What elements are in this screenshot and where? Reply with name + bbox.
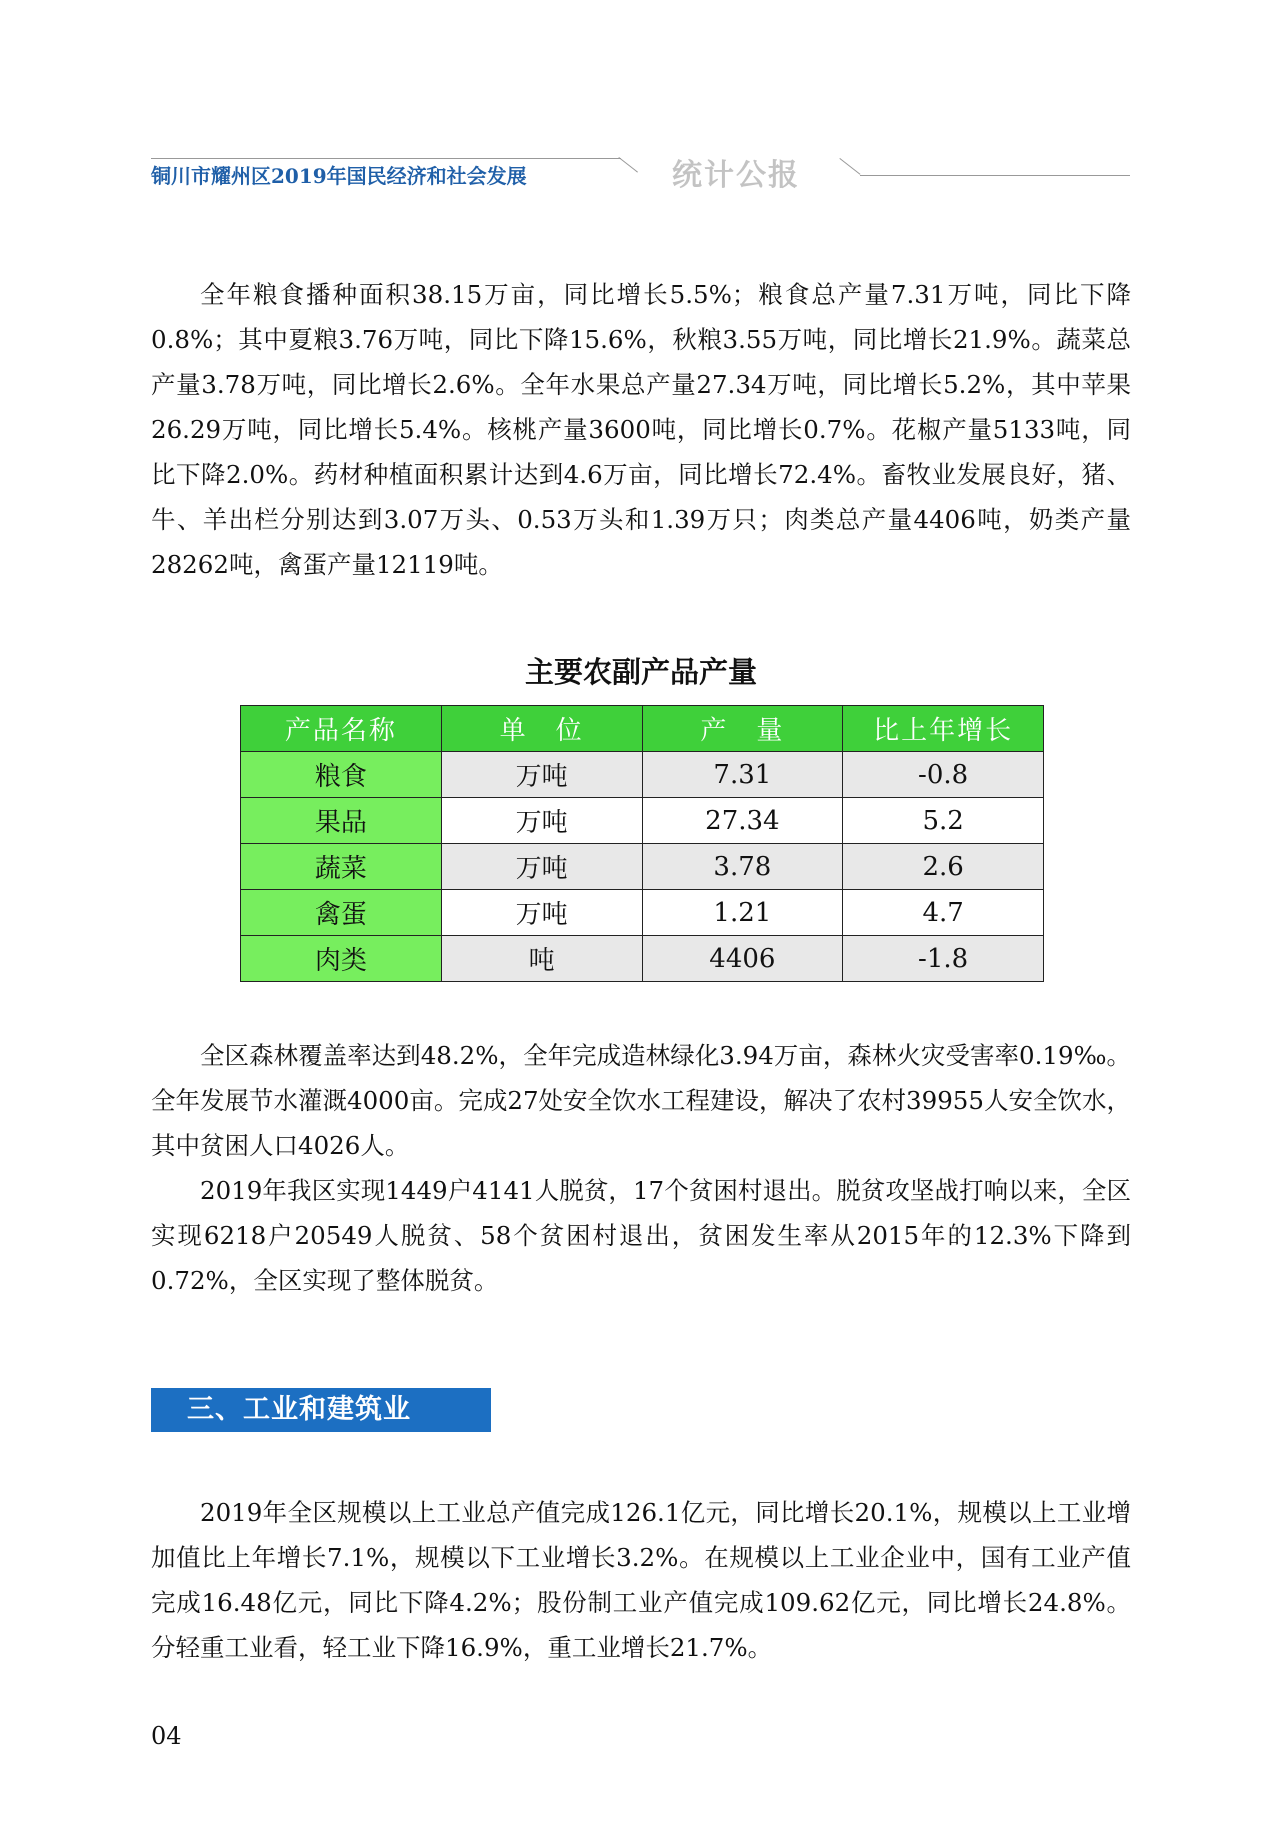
table-header-row bbox=[241, 706, 1044, 752]
section-heading-industry: 三、工业和建筑业 bbox=[151, 1388, 491, 1432]
column-header: 比上年增长 bbox=[843, 706, 1044, 752]
output-cell: 4406 bbox=[642, 936, 843, 982]
table-row bbox=[241, 844, 1044, 890]
paragraph-forestry: 全区森林覆盖率达到48.2%，全年完成造林绿化3.94万亩，森林火灾受害率0.19‰。全年发展节水灌溉4000亩。完成27处安全饮水工程建设，解决了农村39955人安全饮水，其中贫困人口4026人。 bbox=[151, 1041, 1131, 1160]
growth-cell: -1.8 bbox=[843, 936, 1044, 982]
unit-cell: 万吨 bbox=[441, 844, 642, 890]
product-name: 禽蛋 bbox=[241, 890, 442, 936]
growth-cell: -0.8 bbox=[843, 752, 1044, 798]
output-cell: 7.31 bbox=[642, 752, 843, 798]
column-header: 产 量 bbox=[642, 706, 843, 752]
column-header: 单 位 bbox=[441, 706, 642, 752]
column-header: 产品名称 bbox=[241, 706, 442, 752]
growth-cell: 5.2 bbox=[843, 798, 1044, 844]
unit-cell: 万吨 bbox=[441, 798, 642, 844]
unit-cell: 万吨 bbox=[441, 890, 642, 936]
page-number: 04 bbox=[151, 1722, 182, 1750]
header-rule-left bbox=[151, 158, 621, 159]
header-report-title: 铜川市耀州区2019年国民经济和社会发展 bbox=[151, 164, 527, 188]
header-rule-right bbox=[860, 175, 1130, 176]
output-cell: 3.78 bbox=[642, 844, 843, 890]
table-row bbox=[241, 798, 1044, 844]
paragraph-industry: 2019年全区规模以上工业总产值完成126.1亿元，同比增长20.1%，规模以上工业增加值比上年增长7.1%，规模以下工业增长3.2%。在规模以上工业企业中，国有工业产值完成16.48亿元，同比下降4.2%；股份制工业产值完成109.62亿元，同比增长24.8%。分轻重工业看，轻工业下降16.9%，重工业增长21.7%。 bbox=[151, 1498, 1131, 1662]
product-name: 果品 bbox=[241, 798, 442, 844]
unit-cell: 吨 bbox=[441, 936, 642, 982]
paragraph-poverty: 2019年我区实现1449户4141人脱贫，17个贫困村退出。脱贫攻坚战打响以来，全区实现6218户20549人脱贫、58个贫困村退出，贫困发生率从2015年的12.3%下降到0.72%，全区实现了整体脱贫。 bbox=[151, 1176, 1131, 1295]
product-name: 肉类 bbox=[241, 936, 442, 982]
table-row bbox=[241, 752, 1044, 798]
unit-cell: 万吨 bbox=[441, 752, 642, 798]
product-name: 蔬菜 bbox=[241, 844, 442, 890]
table-row bbox=[241, 890, 1044, 936]
table-title: 主要农副产品产量 bbox=[524, 655, 757, 689]
header-rule-slant-right bbox=[839, 158, 860, 175]
product-name: 粮食 bbox=[241, 752, 442, 798]
paragraph-agriculture: 全年粮食播种面积38.15万亩，同比增长5.5%；粮食总产量7.31万吨，同比下降0.8%；其中夏粮3.76万吨，同比下降15.6%，秋粮3.55万吨，同比增长21.9%。蔬菜总产量3.78万吨，同比增长2.6%。全年水果总产量27.34万吨，同比增长5.2%，其中苹果26.29万吨，同比增长5.4%。核桃产量3600吨，同比增长0.7%。花椒产量5133吨，同比下降2.0%。药材种植面积累计达到4.6万亩，同比增长72.4%。畜牧业发展良好，猪、牛、羊出栏分别达到3.07万头、0.53万头和1.39万只；肉类总产量4406吨，奶类产量28262吨，禽蛋产量12119吨。 bbox=[151, 280, 1131, 579]
table-row bbox=[241, 936, 1044, 982]
header-rule-slant-left bbox=[618, 157, 638, 173]
output-cell: 27.34 bbox=[642, 798, 843, 844]
output-cell: 1.21 bbox=[642, 890, 843, 936]
agri-products-table bbox=[240, 705, 1044, 982]
growth-cell: 2.6 bbox=[843, 844, 1044, 890]
header-bulletin-title: 统计公报 bbox=[672, 158, 800, 193]
growth-cell: 4.7 bbox=[843, 890, 1044, 936]
